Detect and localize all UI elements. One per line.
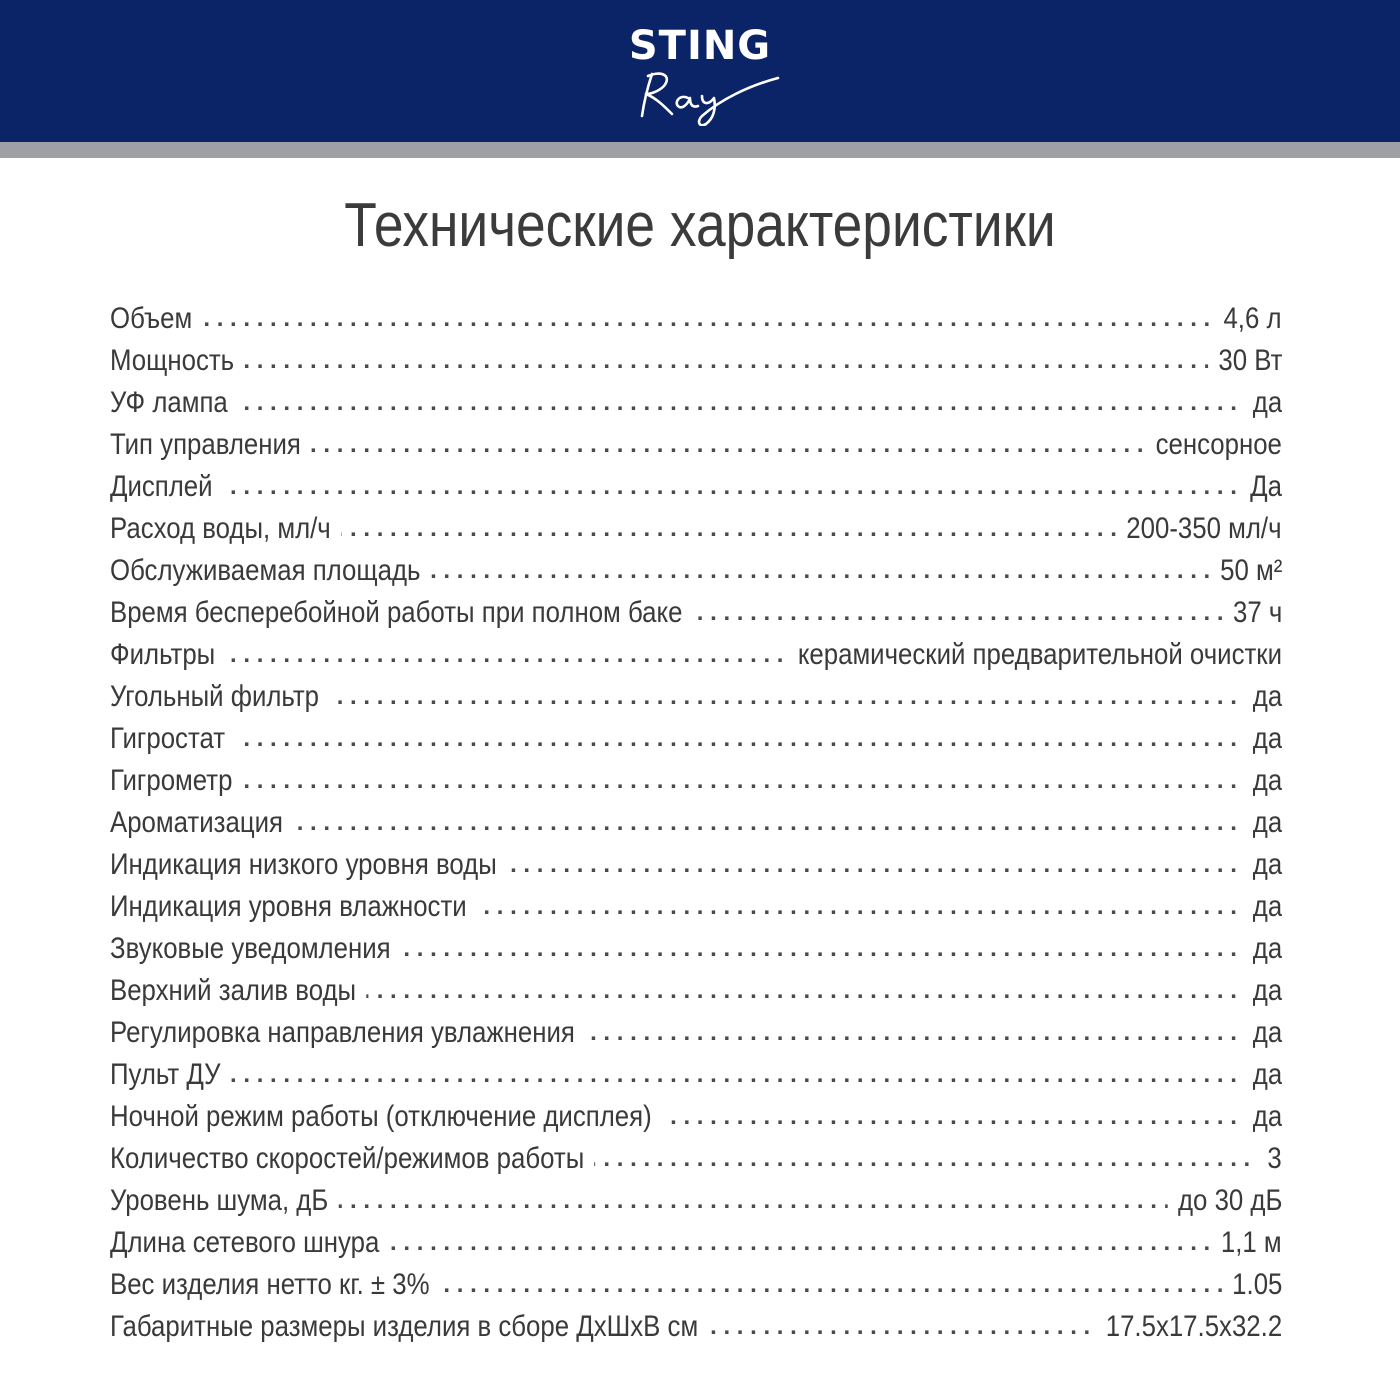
spec-label: . . . Индикация низкого уровня воды xyxy=(110,844,507,886)
spec-row xyxy=(110,340,1282,382)
spec-value: 50 м² xyxy=(1209,550,1282,592)
spec-value: да xyxy=(1242,886,1282,928)
spec-label: . . . Угольный фильтр xyxy=(110,676,329,718)
spec-row xyxy=(110,1180,1282,1222)
spec-row xyxy=(110,1264,1282,1306)
spec-row xyxy=(110,1222,1282,1264)
spec-row xyxy=(110,1306,1282,1348)
spec-label: . . . Регулировка направления увлажнения xyxy=(110,1012,585,1054)
spec-value: да xyxy=(1242,1012,1282,1054)
spec-row xyxy=(110,886,1282,928)
spec-row xyxy=(110,1138,1282,1180)
spec-label: . . . Верхний залив воды xyxy=(110,970,366,1012)
spec-label: . . . Индикация уровня влажности xyxy=(110,886,477,928)
spec-row xyxy=(110,508,1282,550)
spec-label: . . . Обслуживаемая площадь xyxy=(110,550,431,592)
spec-row xyxy=(110,424,1282,466)
spec-row xyxy=(110,718,1282,760)
spec-row xyxy=(110,928,1282,970)
spec-row xyxy=(110,634,1282,676)
spec-value: да xyxy=(1242,676,1282,718)
spec-row xyxy=(110,844,1282,886)
spec-value: да xyxy=(1242,1054,1282,1096)
spec-value: да xyxy=(1242,718,1282,760)
brand-logo-script xyxy=(628,64,788,126)
spec-label: . . . Длина сетевого шнура xyxy=(110,1222,390,1264)
spec-row xyxy=(110,676,1282,718)
spec-row xyxy=(110,970,1282,1012)
spec-label: . . . Ночной режим работы (отключение дисплея) xyxy=(110,1096,662,1138)
spec-row xyxy=(110,760,1282,802)
spec-label: . . . Объем xyxy=(110,298,203,340)
spec-value: керамический предварительной очистки xyxy=(788,634,1282,676)
spec-row xyxy=(110,592,1282,634)
spec-value: да xyxy=(1242,382,1282,424)
spec-value: 30 Вт xyxy=(1208,340,1282,382)
spec-label: . . . Расход воды, мл/ч xyxy=(110,508,341,550)
spec-row xyxy=(110,550,1282,592)
spec-label: . . . Дисплей xyxy=(110,466,223,508)
header-stripe xyxy=(0,142,1400,158)
spec-value: до 30 дБ xyxy=(1167,1180,1282,1222)
spec-value: сенсорное xyxy=(1145,424,1282,466)
spec-value: да xyxy=(1242,928,1282,970)
spec-value: Да xyxy=(1240,466,1282,508)
spec-row xyxy=(110,1012,1282,1054)
spec-value: 17.5x17.5x32.2 xyxy=(1095,1306,1282,1348)
spec-value: 200-350 мл/ч xyxy=(1116,508,1282,550)
spec-row xyxy=(110,466,1282,508)
spec-label: . . . Количество скоростей/режимов работы xyxy=(110,1138,595,1180)
spec-value: 3 xyxy=(1257,1138,1282,1180)
spec-value: да xyxy=(1242,844,1282,886)
spec-label: . . . Пульт ДУ xyxy=(110,1054,231,1096)
spec-label: . . . Вес изделия нетто кг. ± 3% xyxy=(110,1264,440,1306)
spec-value: да xyxy=(1242,802,1282,844)
spec-value: 4,6 л xyxy=(1214,298,1282,340)
spec-label: . . . Звуковые уведомления xyxy=(110,928,401,970)
specs-list xyxy=(110,298,1282,1348)
spec-label: . . . Время бесперебойной работы при полном баке xyxy=(110,592,693,634)
spec-value: 1,1 м xyxy=(1211,1222,1282,1264)
spec-label: . . . Ароматизация xyxy=(110,802,293,844)
spec-row xyxy=(110,802,1282,844)
spec-label: . . . УФ лампа xyxy=(110,382,238,424)
spec-value: да xyxy=(1242,1096,1282,1138)
spec-label: . . . Гигрометр xyxy=(110,760,243,802)
spec-label: . . . Фильтры xyxy=(110,634,226,676)
spec-row xyxy=(110,298,1282,340)
brand-logo-wordmark: STING xyxy=(628,23,772,69)
page-title: Технические характеристики xyxy=(344,191,1056,260)
spec-row xyxy=(110,382,1282,424)
spec-value: 37 ч xyxy=(1222,592,1282,634)
spec-row xyxy=(110,1096,1282,1138)
spec-label: . . . Габаритные размеры изделия в сборе ДхШхВ см xyxy=(110,1306,709,1348)
spec-value: да xyxy=(1242,760,1282,802)
spec-value: 1.05 xyxy=(1221,1264,1282,1306)
spec-label: . . . Мощность xyxy=(110,340,244,382)
header-band xyxy=(0,0,1400,142)
spec-label: . . . Тип управления xyxy=(110,424,311,466)
spec-row xyxy=(110,1054,1282,1096)
spec-label: . . . Уровень шума, дБ xyxy=(110,1180,339,1222)
spec-value: да xyxy=(1242,970,1282,1012)
spec-label: . . . Гигростат xyxy=(110,718,235,760)
